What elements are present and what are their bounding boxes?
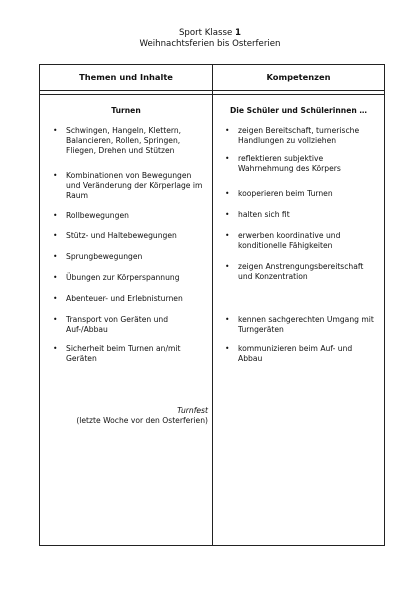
list-item-text: reflektieren subjektive Wahrnehmung des Körpers bbox=[238, 154, 341, 173]
bullet-icon: • bbox=[225, 344, 230, 353]
list-item-text: Übungen zur Körperspannung bbox=[66, 273, 180, 282]
list-item bbox=[53, 294, 203, 304]
bullet-icon: • bbox=[53, 294, 58, 303]
page-title bbox=[0, 28, 420, 39]
list-item-text: zeigen Bereitschaft, turnerische Handlungen zu vollziehen bbox=[238, 126, 360, 145]
list-item bbox=[53, 315, 203, 335]
list-item bbox=[225, 231, 375, 251]
list-item bbox=[225, 315, 375, 335]
title-prefix: Sport Klasse bbox=[178, 28, 233, 38]
list-item-text: Abenteuer- und Erlebnisturnen bbox=[66, 294, 183, 303]
bullet-icon: • bbox=[225, 315, 230, 324]
list-item bbox=[53, 171, 203, 201]
bullet-icon: • bbox=[53, 344, 58, 353]
list-item bbox=[225, 262, 375, 282]
list-item bbox=[53, 344, 203, 364]
bullet-icon: • bbox=[225, 262, 230, 271]
list-item bbox=[225, 154, 375, 174]
bullet-icon: • bbox=[53, 126, 58, 135]
list-item-text: halten sich fit bbox=[238, 210, 290, 219]
bullet-icon: • bbox=[53, 252, 58, 261]
right-subheading: Die Schüler und Schülerinnen … bbox=[229, 106, 367, 115]
column-header-competencies: Kompetenzen bbox=[266, 72, 331, 82]
turnfest-note bbox=[40, 406, 208, 426]
list-item bbox=[53, 252, 203, 262]
list-item bbox=[53, 211, 203, 221]
list-item bbox=[53, 126, 203, 156]
list-item-text: Kombinationen von Bewegungen und Veränderung der Körperlage im Raum bbox=[66, 171, 203, 200]
bullet-icon: • bbox=[225, 210, 230, 219]
column-header-themes: Themen und Inhalte bbox=[79, 72, 173, 82]
title-number: 1 bbox=[235, 28, 242, 38]
list-item-text: Sicherheit beim Turnen an/mit Geräten bbox=[66, 344, 181, 363]
list-item-text: kommunizieren beim Auf- und Abbau bbox=[238, 344, 353, 363]
header-rule-top bbox=[40, 90, 384, 91]
list-item-text: kennen sachgerechten Umgang mit Turngeräten bbox=[238, 315, 374, 334]
header-rule-bottom bbox=[40, 94, 384, 95]
curriculum-table bbox=[39, 64, 385, 546]
bullet-icon: • bbox=[53, 231, 58, 240]
bullet-icon: • bbox=[53, 211, 58, 220]
list-item-text: erwerben koordinative und konditionelle Fähigkeiten bbox=[238, 231, 341, 250]
turnfest-label: Turnfest bbox=[177, 406, 208, 415]
column-divider bbox=[212, 65, 213, 545]
page-subtitle: Weihnachtsferien bis Osterferien bbox=[139, 39, 281, 49]
list-item-text: zeigen Anstrengungsbereitschaft und Konzentration bbox=[238, 262, 364, 281]
left-subheading: Turnen bbox=[111, 106, 141, 115]
bullet-icon: • bbox=[53, 273, 58, 282]
bullet-icon: • bbox=[225, 126, 230, 135]
list-item-text: Stütz- und Haltebewegungen bbox=[66, 231, 177, 240]
list-item bbox=[53, 231, 203, 241]
list-item-text: Transport von Geräten und Auf-/Abbau bbox=[66, 315, 169, 334]
list-item-text: Sprungbewegungen bbox=[66, 252, 143, 261]
turnfest-date: (letzte Woche vor den Osterferien) bbox=[76, 416, 208, 425]
bullet-icon: • bbox=[225, 154, 230, 163]
bullet-icon: • bbox=[53, 171, 58, 180]
list-item bbox=[53, 273, 203, 283]
bullet-icon: • bbox=[225, 189, 230, 198]
list-item bbox=[225, 344, 375, 364]
list-item bbox=[225, 126, 375, 146]
bullet-icon: • bbox=[225, 231, 230, 240]
list-item-text: Schwingen, Hangeln, Klettern, Balancieren, Rollen, Springen, Fliegen, Drehen und Stützen bbox=[66, 126, 182, 155]
list-item bbox=[225, 189, 375, 199]
list-item-text: kooperieren beim Turnen bbox=[238, 189, 333, 198]
list-item-text: Rollbewegungen bbox=[66, 211, 129, 220]
bullet-icon: • bbox=[53, 315, 58, 324]
list-item bbox=[225, 210, 375, 220]
